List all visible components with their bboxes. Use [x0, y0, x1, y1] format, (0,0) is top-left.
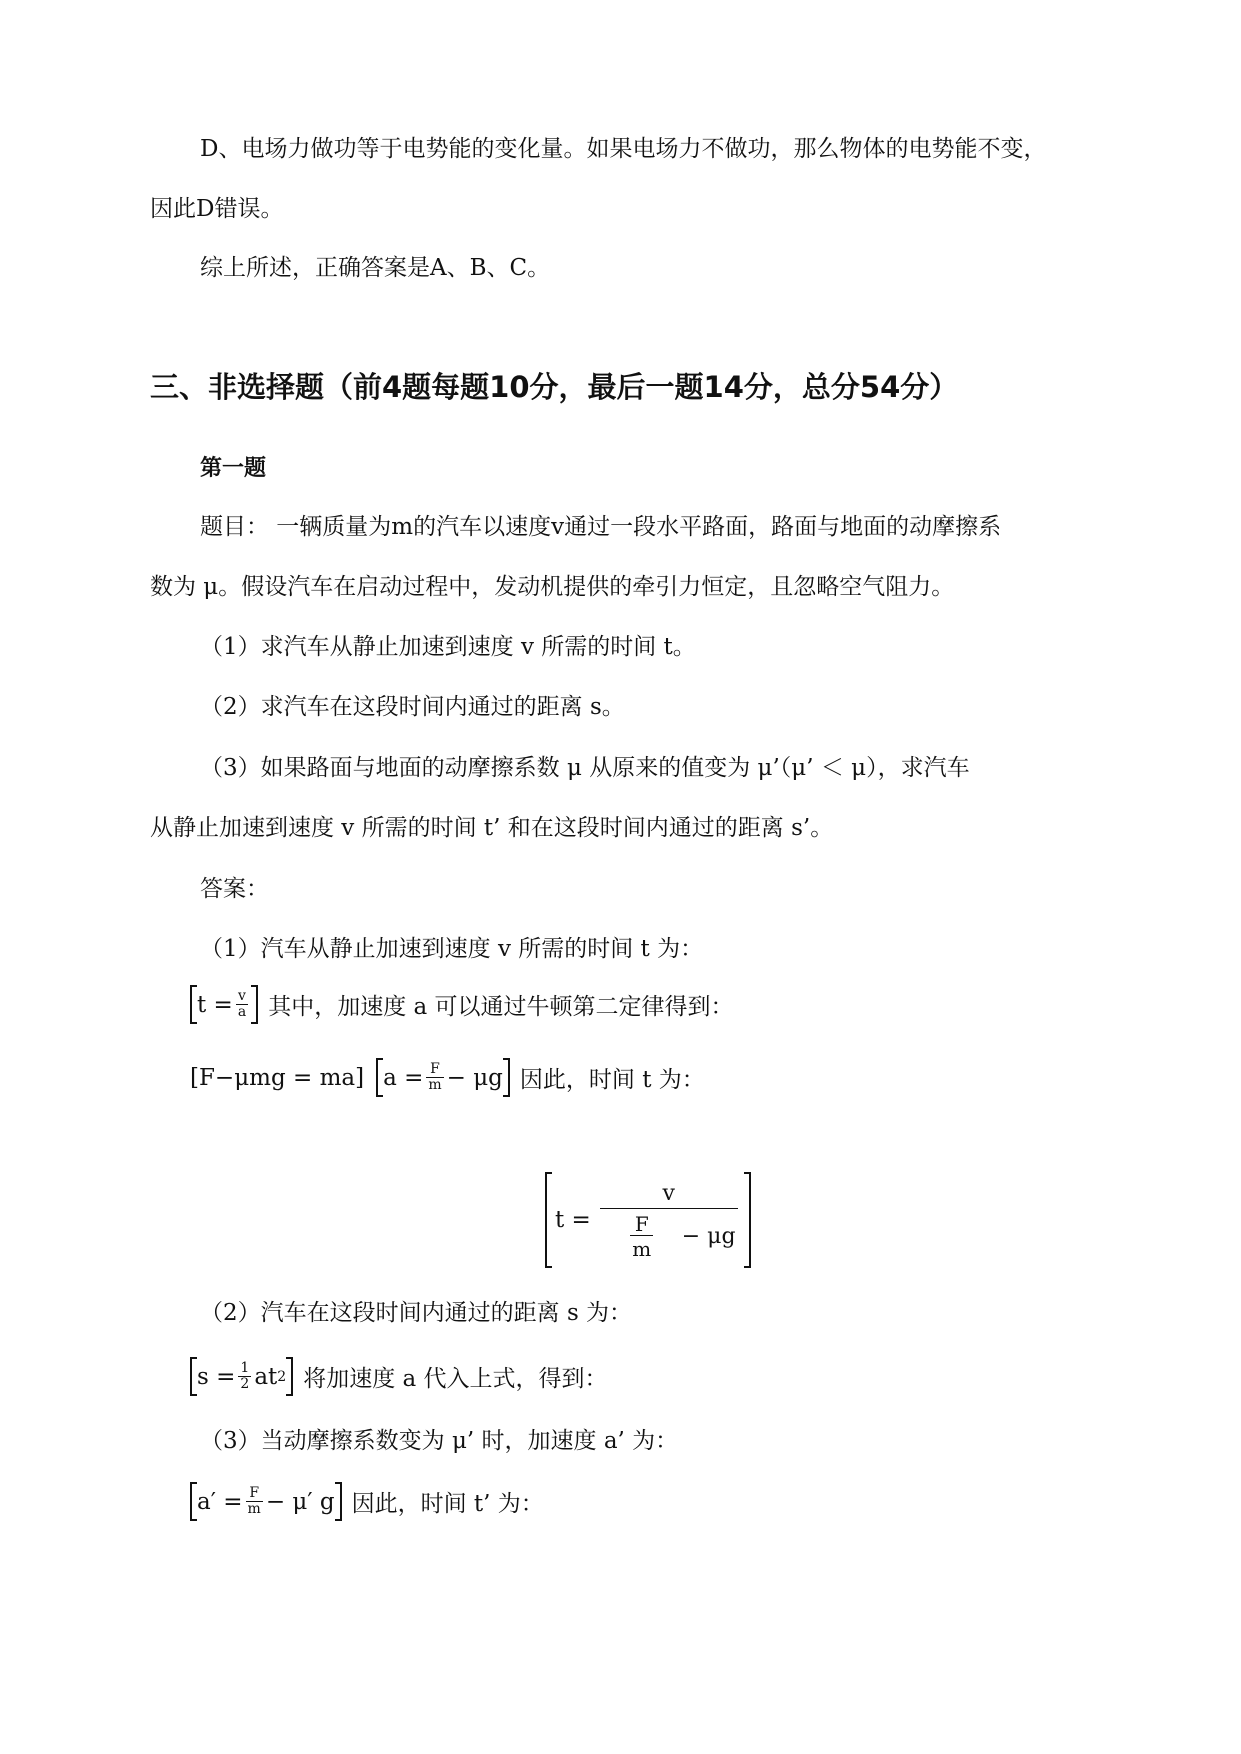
question-part3-line2: 从静止加速到速度 v 所需的时间 t’ 和在这段时间内通过的距离 s’。 [150, 815, 834, 841]
equation-newton-second-law: [F−μmg = ma] [190, 1064, 365, 1091]
question-title: 第一题 [200, 456, 267, 481]
eq1-fraction [236, 989, 248, 1020]
equation-new-acceleration [190, 1482, 342, 1521]
eq3-numerator: F [430, 1061, 440, 1077]
eq1-denominator: a [237, 1004, 247, 1020]
paragraph-option-d-cont: 因此D错误。 [150, 196, 284, 222]
eq6-fraction [246, 1486, 263, 1517]
equation-row-2 [190, 1058, 705, 1097]
eq5-lhs: s = [197, 1363, 236, 1390]
question-part2: （2）求汽车在这段时间内通过的距离 s。 [200, 694, 625, 720]
equation-time-display [545, 1172, 751, 1268]
eq4-denominator [600, 1208, 738, 1260]
eq1-lhs: t = [197, 991, 233, 1018]
eq4-numerator: v [662, 1181, 675, 1206]
equation-t-v-over-a [190, 985, 258, 1024]
question-stem-line1: 题目： 一辆质量为m的汽车以速度v通过一段水平路面，路面与地面的动摩擦系 [200, 514, 1002, 540]
eq1-text: 其中，加速度 a 可以通过牛顿第二定律得到： [268, 994, 734, 1020]
eq4-inner-fraction [605, 1213, 679, 1260]
section-heading: 三、非选择题（前4题每题10分，最后一题14分，总分54分） [150, 370, 959, 404]
eq5-fraction [238, 1361, 251, 1392]
eq5-rest: at [254, 1363, 278, 1390]
eq6-denominator: m [247, 1501, 261, 1517]
eq1-numerator: v [238, 988, 246, 1004]
eq5-numerator: 1 [240, 1360, 250, 1376]
equation-row-1 [190, 985, 734, 1024]
eq3-rest: − μg [446, 1064, 503, 1091]
equation-row-6 [190, 1482, 544, 1521]
eq4-inner-denominator: m [632, 1237, 652, 1261]
eq6-rest: − μ′ g [265, 1488, 335, 1515]
eq5-denominator: 2 [240, 1376, 250, 1392]
eq4-fraction [600, 1180, 738, 1260]
answer-part1-intro: （1）汽车从静止加速到速度 v 所需的时间 t 为： [200, 936, 704, 962]
eq3-text: 因此，时间 t 为： [519, 1067, 705, 1093]
equation-distance [190, 1357, 293, 1396]
eq4-inner-numerator: F [634, 1212, 649, 1236]
eq4-lhs: t = [555, 1207, 591, 1233]
equation-row-display [545, 1172, 751, 1268]
equation-acceleration [376, 1058, 510, 1097]
question-part3-line1: （3）如果路面与地面的动摩擦系数 μ 从原来的值变为 μ’（μ’ ＜ μ），求汽车 [200, 755, 970, 781]
paragraph-summary: 综上所述，正确答案是A、B、C。 [200, 255, 551, 281]
paragraph-option-d: D、电场力做功等于电势能的变化量。如果电场力不做功，那么物体的电势能不变， [200, 136, 1047, 162]
eq4-inner-rest: − μg [681, 1223, 736, 1249]
eq3-fraction [426, 1062, 443, 1093]
answer-part2-intro: （2）汽车在这段时间内通过的距离 s 为： [200, 1300, 633, 1326]
question-part1: （1）求汽车从静止加速到速度 v 所需的时间 t。 [200, 634, 696, 660]
answer-label: 答案： [200, 876, 269, 902]
eq3-lhs: a = [383, 1064, 424, 1091]
eq6-lhs: a′ = [197, 1488, 243, 1515]
eq5-exponent: 2 [277, 1368, 287, 1385]
eq3-denominator: m [428, 1077, 442, 1093]
equation-row-5 [190, 1357, 608, 1396]
answer-part3-intro: （3）当动摩擦系数变为 μ’ 时，加速度 a’ 为： [200, 1428, 679, 1454]
question-stem-line2: 数为 μ。假设汽车在启动过程中，发动机提供的牵引力恒定，且忽略空气阻力。 [150, 574, 955, 600]
eq5-text: 将加速度 a 代入上式，得到： [303, 1366, 608, 1392]
eq6-numerator: F [249, 1485, 260, 1501]
eq6-text: 因此，时间 t’ 为： [351, 1491, 544, 1517]
